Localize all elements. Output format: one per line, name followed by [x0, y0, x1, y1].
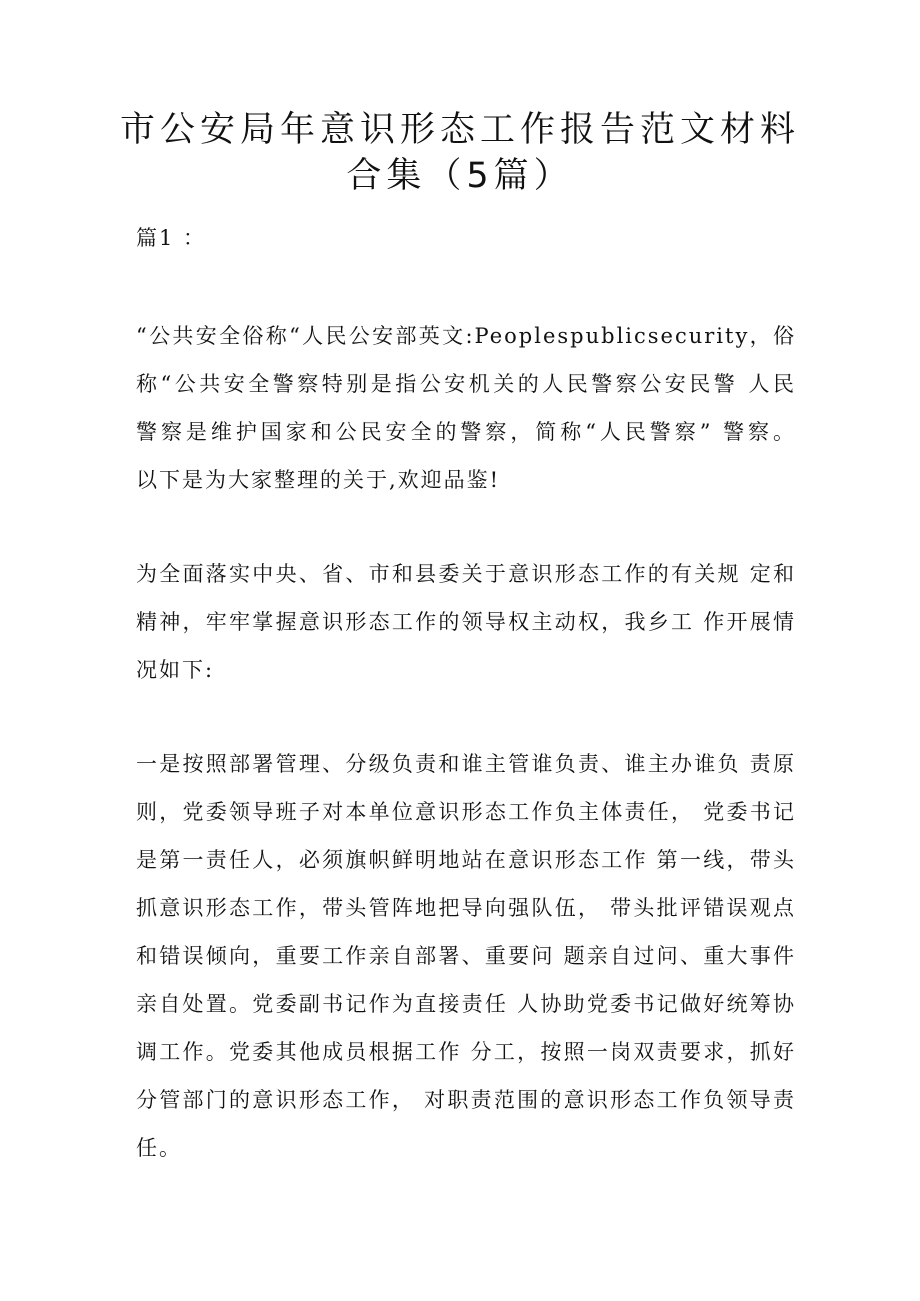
- text-line: 精神，牢牢掌握意识形态工作的领导权主动权，我乡工 作开展情: [136, 610, 796, 634]
- text-line: 分管部门的意识形态工作， 对职责范围的意识形态工作负领导责: [136, 1088, 796, 1112]
- text-line: 警察是维护国家和公民安全的警察，简称“人民警察” 警察。: [136, 420, 796, 444]
- text-line: 是第一责任人，必须旗帜鲜明地站在意识形态工作 第一线，带头: [136, 848, 796, 872]
- text-line: 以下是为大家整理的关于,欢迎品鉴!: [136, 468, 501, 492]
- text-line: 况如下:: [136, 658, 215, 682]
- section-label: 篇1 ：: [136, 226, 207, 250]
- document-title-continued: [0, 150, 920, 202]
- title-line: 市公安局年意识形态工作报告范文材料: [119, 110, 800, 150]
- text-line: 为全面落实中央、省、市和县委关于意识形态工作的有关规 定和: [136, 562, 796, 586]
- text-line: 调工作。党委其他成员根据工作 分工，按照一岗双责要求，抓好: [136, 1040, 796, 1064]
- text-line: 亲自处置。党委副书记作为直接责任 人协助党委书记做好统筹协: [136, 992, 796, 1016]
- paragraph-responsibility: [136, 740, 796, 1172]
- paragraph-overview: [136, 550, 796, 694]
- paragraph-intro: [136, 312, 796, 504]
- document-title: [0, 104, 920, 156]
- text-line: 称“公共安全警察特别是指公安机关的人民警察公安民警 人民: [136, 372, 796, 396]
- text-line: 一是按照部署管理、分级负责和谁主管谁负责、谁主办谁负 责原: [136, 752, 796, 776]
- text-line: 任。: [136, 1136, 182, 1160]
- text-line: 和错误倾向，重要工作亲自部署、重要问 题亲自过问、重大事件: [136, 944, 796, 968]
- text-line: 抓意识形态工作，带头管阵地把导向强队伍， 带头批评错误观点: [136, 896, 796, 920]
- text-line: “公共安全俗称“人民公安部英文:Peoplespublicsecurity，俗: [136, 324, 796, 348]
- text-line: 则，党委领导班子对本单位意识形态工作负主体责任， 党委书记: [136, 800, 796, 824]
- title-line: 合集（5篇）: [346, 156, 574, 196]
